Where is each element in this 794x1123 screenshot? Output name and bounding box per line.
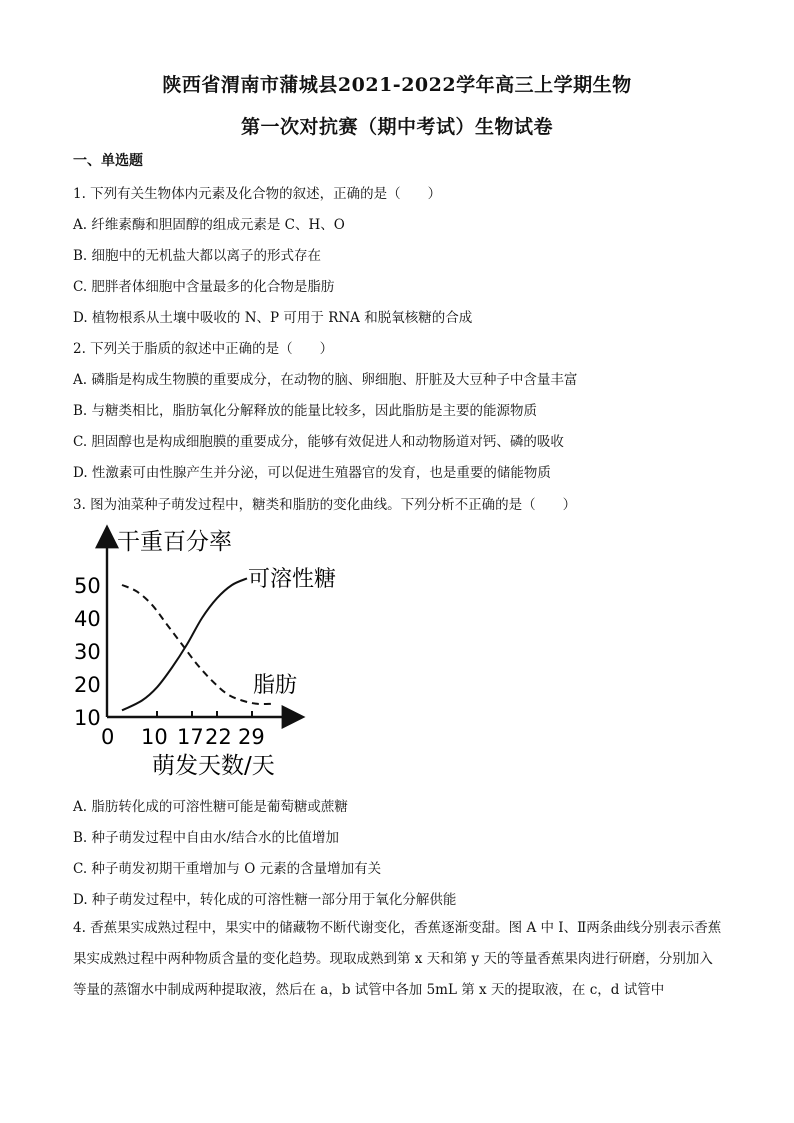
exam-title-line2: 第一次对抗赛（期中考试）生物试卷 [240,116,553,138]
x-tick-label: 0 [101,725,115,749]
q4-text: 4. 香蕉果实成熟过程中，果实中的储藏物不断代谢变化，香蕉逐渐变甜。图 A 中 Ⅰ、Ⅱ两条曲线分别表示香蕉果实成熟过程中两种物质含量的变化趋势。现取成熟到第 x 天和第 y 天的等量香蕉果肉进行研磨，分别加入等量的蒸馏水中制成两种提取液，然后在 a，b 试管中各加 5mL 第 x 天的提取液，在 c，d 试管中 [73,920,722,998]
x-tick-label: 22 [205,725,232,749]
series-label-fat: 脂肪 [253,673,298,698]
q1-option-b: B. 细胞中的无机盐大都以离子的形式存在 [73,248,322,264]
q3-option-d: D. 种子萌发过程中，转化成的可溶性糖一部分用于氧化分解供能 [73,892,457,908]
q2-stem: 2. 下列关于脂质的叙述中正确的是（ ） [73,341,334,357]
series-line-fat [122,585,272,704]
y-axis-label: 干重百分率 [117,529,232,555]
y-tick-label: 10 [74,706,101,730]
q2-option-a: A. 磷脂是构成生物膜的重要成分，在动物的脑、卵细胞、肝脏及大豆种子中含量丰富 [73,372,578,388]
x-tick-label: 17 [177,725,204,749]
x-axis-label: 萌发天数/天 [152,753,275,779]
x-tick-label: 29 [238,725,265,749]
q3-option-a: A. 脂肪转化成的可溶性糖可能是葡萄糖或蔗糖 [73,799,348,815]
q3-figure [70,520,370,790]
y-tick-label: 20 [74,673,101,697]
q3-stem: 3. 图为油菜种子萌发过程中，糖类和脂肪的变化曲线。下列分析不正确的是（ ） [73,497,577,513]
q3-option-c: C. 种子萌发初期干重增加与 O 元素的含量增加有关 [73,861,382,877]
q1-option-a: A. 纤维素酶和胆固醇的组成元素是 C、H、O [73,217,345,233]
q2-option-c: C. 胆固醇也是构成细胞膜的重要成分，能够有效促进人和动物肠道对钙、磷的吸收 [73,434,564,450]
series-line-soluble-sugar [122,578,247,710]
y-tick-label: 50 [74,574,101,598]
q3-option-b: B. 种子萌发过程中自由水/结合水的比值增加 [73,830,340,846]
q1-option-c: C. 肥胖者体细胞中含量最多的化合物是脂肪 [73,279,335,295]
y-tick-label: 30 [74,640,101,664]
section-heading: 一、单选题 [73,153,143,169]
q2-option-b: B. 与糖类相比，脂肪氧化分解释放的能量比较多，因此脂肪是主要的能源物质 [73,403,538,419]
series-label-soluble-sugar: 可溶性糖 [248,567,337,592]
x-tick-label: 10 [141,725,168,749]
q3-line-chart [70,520,370,790]
exam-title-line1: 陕西省渭南市蒲城县2021-2022学年高三上学期生物 [162,74,632,96]
q1-option-d: D. 植物根系从土壤中吸收的 N、P 可用于 RNA 和脱氧核糖的合成 [73,310,473,326]
y-tick-label: 40 [74,607,101,631]
q1-stem: 1. 下列有关生物体内元素及化合物的叙述，正确的是（ ） [73,186,442,202]
q2-option-d: D. 性激素可由性腺产生并分泌，可以促进生殖器官的发育，也是重要的储能物质 [73,465,551,481]
